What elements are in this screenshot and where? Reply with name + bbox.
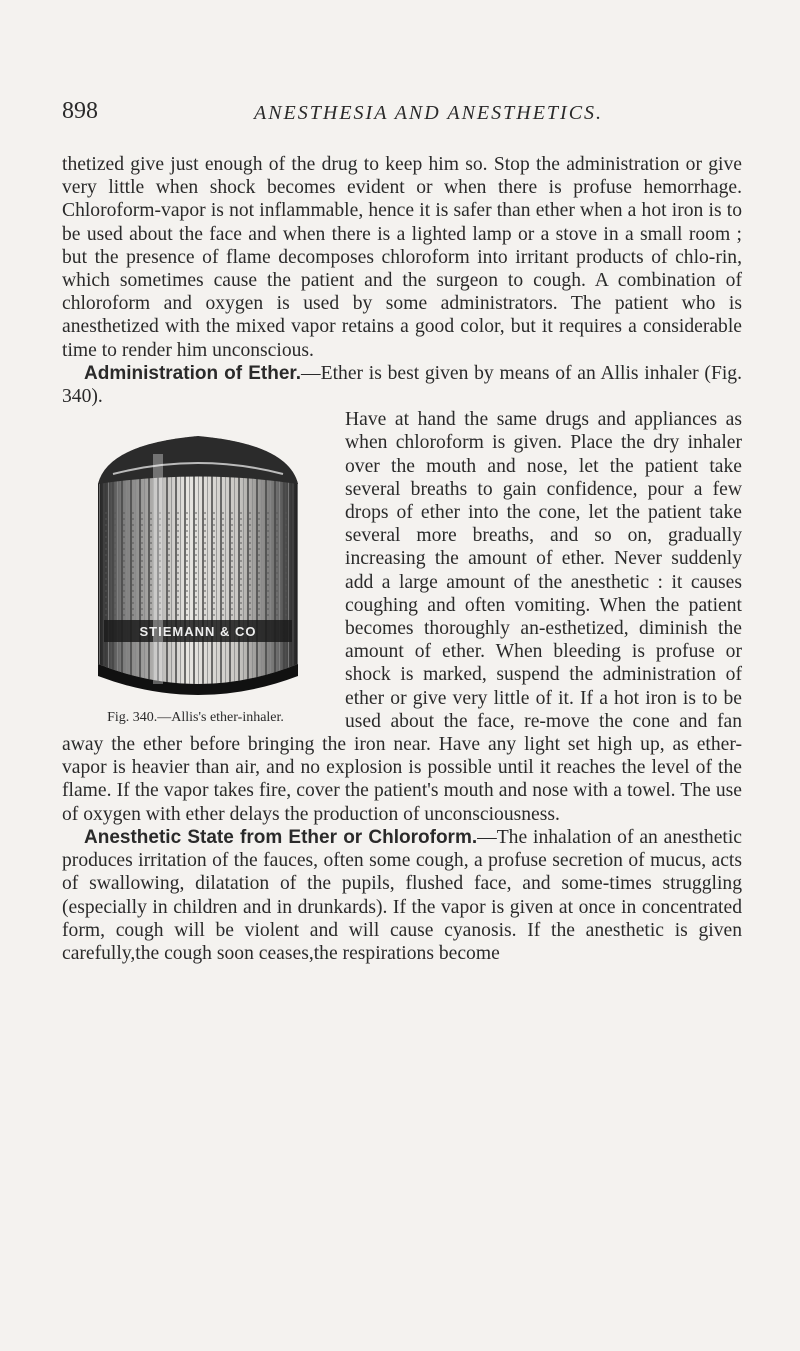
running-head bbox=[62, 98, 742, 138]
heading-administration-of-ether: Administration of Ether. bbox=[84, 362, 302, 384]
paragraph-ether-intro bbox=[62, 362, 742, 408]
figure-allis-inhaler bbox=[58, 414, 333, 731]
running-title: ANESTHESIA AND ANESTHETICS. bbox=[254, 102, 604, 124]
ether-intro-text: —Ether is best given by means of an Allis inhaler (Fig. 340). bbox=[62, 362, 742, 408]
heading-anesthetic-state: Anesthetic State from Ether or Chloroform. bbox=[84, 826, 478, 848]
paragraph-anesthetic-state bbox=[62, 826, 742, 965]
anesthetic-state-text: —The inhalation of an anesthetic produces irritation of the fauces, often some cough, a profuse secretion of mucus, acts of swallowing, dilatation of the pupils, flushed face, and some-times struggling (especially in children and in drunkards). If the vapor is given at once in concentrated form, cough will be violent and will cause cyanosis. If the anesthetic is given carefully,the cough soon ceases,the respirations become bbox=[62, 826, 742, 964]
page-number: 898 bbox=[62, 98, 98, 124]
figure-caption: Fig. 340.—Allis's ether-inhaler. bbox=[107, 710, 284, 726]
maker-label: STIEMANN & CO bbox=[139, 624, 257, 640]
paragraph-ether-procedure: Have at hand the same drugs and appliances as when chloroform is given. Place the dry inhaler over the mouth and nose, let the patient take several breaths to gain confidence, pour a few drops of ether into the cone, let the patient take several more breaths, and so on, gradually increasing the amount of ether. Never suddenly add a large amount of the anesthetic : it causes coughing and often vomiting. When the patient becomes thoroughly an-esthetized, diminish the amount of ether. When bleeding is profuse or shock is marked, suspend the administration of ether or give very little of it. If a hot iron is to be used about the face, re-move the cone and fan away the ether before bringing the iron near. Have any light set high up, as ether-vapor is heavier than air, and no explosion is possible until it reaches the level of the flame. If the vapor takes fire, cover the patient's mouth and nose with a towel. The use of oxygen with ether delays the production of unconsciousness. bbox=[62, 409, 742, 825]
allis-inhaler-illustration bbox=[58, 414, 333, 704]
paragraph-chloroform: thetized give just enough of the drug to keep him so. Stop the administration or give very little when shock becomes evident or when there is profuse hemorrhage. Chloroform-vapor is not inflammable, hence it is safer than ether when a hot iron is to be used about the face and when there is a lighted lamp or a stove in a small room ; but the presence of flame decomposes chloroform into irritant products of chlo-rin, which sometimes cause the patient and the surgeon to cough. A combination of chloroform and oxygen is used by some administrators. The patient who is anesthetized with the mixed vapor retains a good color, but it requires a considerable time to render him unconscious. bbox=[62, 154, 742, 361]
body-text bbox=[62, 153, 742, 965]
book-page bbox=[62, 98, 742, 965]
